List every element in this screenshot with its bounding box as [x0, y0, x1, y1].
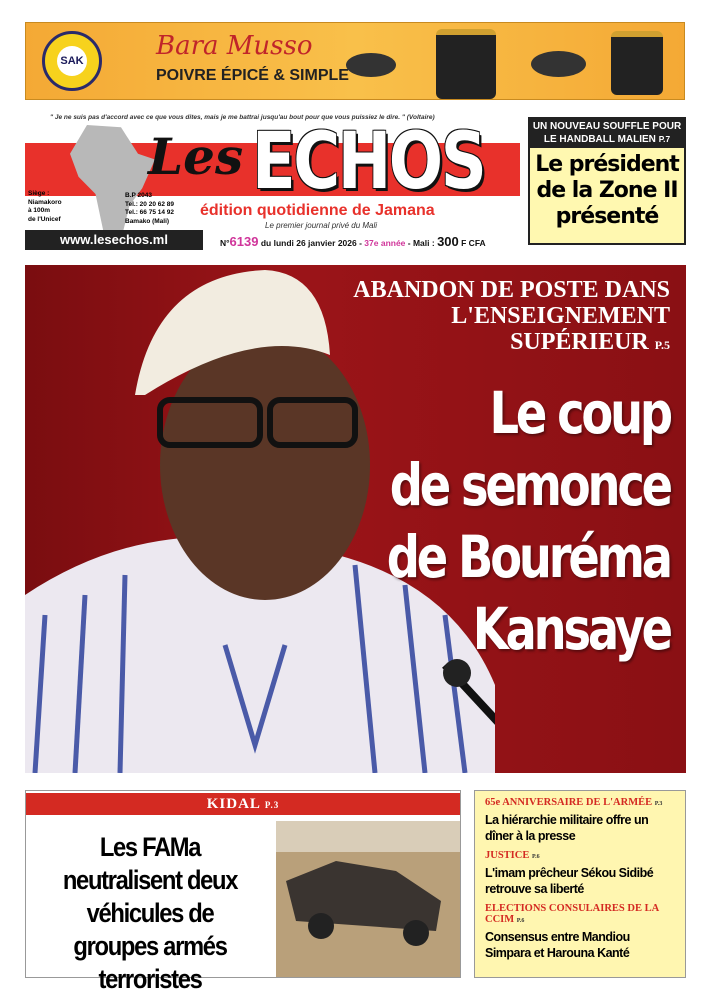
logo-les: Les [148, 127, 244, 186]
briefs-box [474, 790, 686, 978]
brief-item[interactable]: 65e ANNIVERSAIRE DE L'ARMÉE P.3 La hiérarchie militaire offre un dîner à la presse [485, 797, 663, 843]
logo-echos: ECHOS [252, 117, 485, 207]
advertisement-banner[interactable] [25, 22, 685, 100]
website-link[interactable]: www.lesechos.ml [25, 230, 203, 250]
edition-label: édition quotidienne de Jamana [200, 202, 435, 219]
contact-block: B.P 2043 Tel.: 20 20 62 89 Tel.: 66 75 14 92 Bamako (Mali) [125, 192, 175, 225]
kidal-story[interactable] [25, 790, 461, 994]
masthead-quote: " Je ne suis pas d'accord avec ce que vous dites, mais je me battrai jusqu'au bout pour que vous puissiez le dire. " (Voltaire) [50, 114, 435, 121]
pepper-jar-image [611, 31, 663, 95]
kidal-headline: Les FAMa neutralisent deux véhicules de groupes armés terroristes [62, 832, 238, 994]
teaser-box[interactable] [528, 117, 686, 245]
hero-kicker: ABANDON DE POSTE DANS L'ENSEIGNEMENT SUPÉRIEUR P.5 [353, 277, 670, 355]
ad-slogan: POIVRE ÉPICÉ & SIMPLE [156, 67, 349, 84]
tagline: Le premier journal privé du Mali [265, 221, 378, 230]
ad-brand: Bara Musso [156, 31, 313, 61]
hero-headline: Le coup de semonce de Bouréma Kansaye [386, 379, 670, 663]
burned-vehicle-photo [276, 821, 460, 977]
kidal-kicker: KIDAL P.3 [26, 793, 460, 815]
address-block: Siège : Niamakoro à 100m de l'Unicef [28, 190, 62, 223]
teaser-headline: Le président de la Zone II présenté [535, 152, 679, 229]
teaser-kicker: UN NOUVEAU SOUFFLE POUR LE HANDBALL MALIEN P.7 [530, 119, 684, 148]
pepper-bowl-image [346, 53, 396, 77]
brief-item[interactable]: ELECTIONS CONSULAIRES DE LA CCIM P.6 Consensus entre Mandiou Simpara et Harouna Kanté [485, 903, 659, 960]
main-story[interactable] [25, 265, 686, 773]
pepper-bowl-image [531, 51, 586, 77]
issue-info: N°6139 du lundi 26 janvier 2026 - 37e année - Mali : 300 F CFA [220, 234, 486, 249]
pepper-jar-image [436, 29, 496, 99]
sak-logo: SAK [42, 31, 102, 91]
brief-item[interactable]: JUSTICE P.6 L'imam prêcheur Sékou Sidibé retrouve sa liberté [485, 850, 654, 896]
